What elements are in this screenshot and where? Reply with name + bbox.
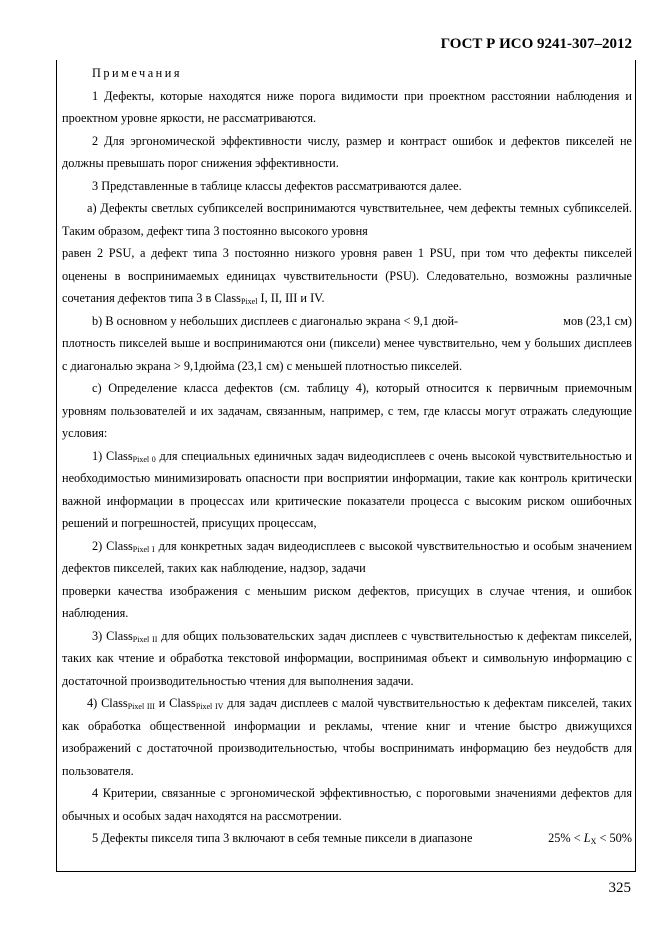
class-subscript: Pixel II: [132, 634, 158, 644]
note-3a-text: равен 2 PSU, а дефект типа 3 постоянно низкого уровня равен 1 PSU, при том что дефекты пикселей оценены в воспринимаемых единицах чувствительности (PSU). Следовательно, возможны различные сочетания дефектов типа 3 в Class: [62, 246, 632, 305]
notes-heading: Примечания: [92, 66, 183, 80]
note-2: 2 Для эргономической эффективности числу, размер и контраст ошибок и дефектов пикселей не должны превышать порог снижения эффективности.: [62, 133, 632, 170]
note-3c: с) Определение класса дефектов (см. таблицу 4), который относится к первичным приемочным уровням пользователей и их задачам, связанным, например, с тем, где классы могут отражать следующие условия:: [62, 381, 632, 440]
page-number: 325: [608, 880, 631, 896]
item-text: для специальных единичных задач видеодисплеев с очень высокой чувствительностью и необходимостью минимизировать опасности при восприятии информации, такие как контроль критически важной информации в процессах или критические показатели процесса с высоким риском ошибочных решений и погрешностей, присущих процессам,: [62, 448, 632, 530]
note-3c-item4: [62, 692, 632, 782]
item-text: для общих пользовательских задач дисплеев с чувствительностью к дефектам пикселей, таких как чтение и обработка текстовой информации, воспринимая объект и символьную информацию с достаточной производительностью чтения для выполнения задачи.: [62, 628, 632, 688]
item-text: для конкретных задач видеодисплеев с высокой чувствительностью и особым значением дефектов пикселей, таких как наблюдение, надзор, задачи: [62, 538, 633, 575]
note-3: 3 Представленные в таблице классы дефектов рассматриваются далее.: [92, 178, 462, 193]
range-lower: 25% <: [548, 831, 581, 845]
note-3b-text-end: мов (23,1 см): [563, 313, 632, 328]
note-4: 4 Критерии, связанные с эргономической эффективностью, с пороговыми значениями дефектов для обычных и особых задач находятся на рассмотрении.: [62, 786, 632, 823]
note-5-text: 5 Дефекты пикселя типа 3 включают в себя темные пиксели в диапазоне: [92, 831, 473, 845]
note-3a-part1: а) Дефекты светлых субпикселей воспринимаются чувствительнее, чем дефекты темных субпикселей. Таким образом, дефект типа 3 постоянно высокого уровня: [62, 201, 632, 238]
item-text: для задач дисплеев с малой чувствительностью к дефектам пикселей, таких как обработка общественной информации и рекламы, чтение книг и чтение быстро движущихся изображений с достаточной производительностью, чтобы воспринимать информацию без неудобств для пользователя.: [62, 696, 633, 778]
note-3a-part2: [62, 242, 632, 310]
class-subscript: Pixel I: [132, 544, 155, 554]
class-subscript: Pixel III: [127, 702, 155, 711]
luminance-variable: L: [583, 831, 591, 845]
class-label: 4) Class: [87, 696, 128, 710]
variable-subscript: X: [590, 837, 597, 846]
class-subscript: Pixel: [240, 297, 258, 306]
class-subscript-2: Pixel IV: [195, 702, 224, 711]
range-upper: < 50%: [599, 831, 632, 845]
note-3b-text: b) В основном у небольших дисплеев с диагональю экрана < 9,1 дюй-: [92, 313, 459, 328]
note-5-range: [518, 827, 632, 850]
class-label-2: и Class: [154, 696, 196, 710]
class-label: 2) Class: [92, 538, 133, 553]
document-code-header: ГОСТ Р ИСО 9241-307–2012: [440, 36, 632, 52]
note-3c-item1: [62, 445, 632, 535]
note-3c-item2: [62, 535, 632, 580]
note-3c-item3: [62, 625, 632, 693]
class-label: 1) Class: [92, 448, 133, 463]
note-3b-line1: [62, 310, 632, 333]
note-5: [62, 827, 632, 850]
note-1: 1 Дефекты, которые находятся ниже порога видимости при проектном расстоянии наблюдения и проектном уровне яркости, не рассматриваются.: [62, 88, 632, 125]
note-3c-item2-cont: проверки качества изображения с меньшим риском дефектов, присущих в случае чтения, и ошибок наблюдения.: [62, 583, 632, 620]
note-3b-part2: плотность пикселей выше и воспринимаются они (пиксели) менее чувствительно, чем у больших дисплеев с диагональю экрана > 9,1дюйма (23,1 см) с меньшей плотностью пикселей.: [62, 336, 632, 373]
notes-content: [62, 62, 632, 850]
note-3a-end: I, II, III и IV.: [257, 291, 325, 305]
class-subscript: Pixel 0: [132, 454, 156, 464]
class-label: 3) Class: [92, 628, 133, 643]
